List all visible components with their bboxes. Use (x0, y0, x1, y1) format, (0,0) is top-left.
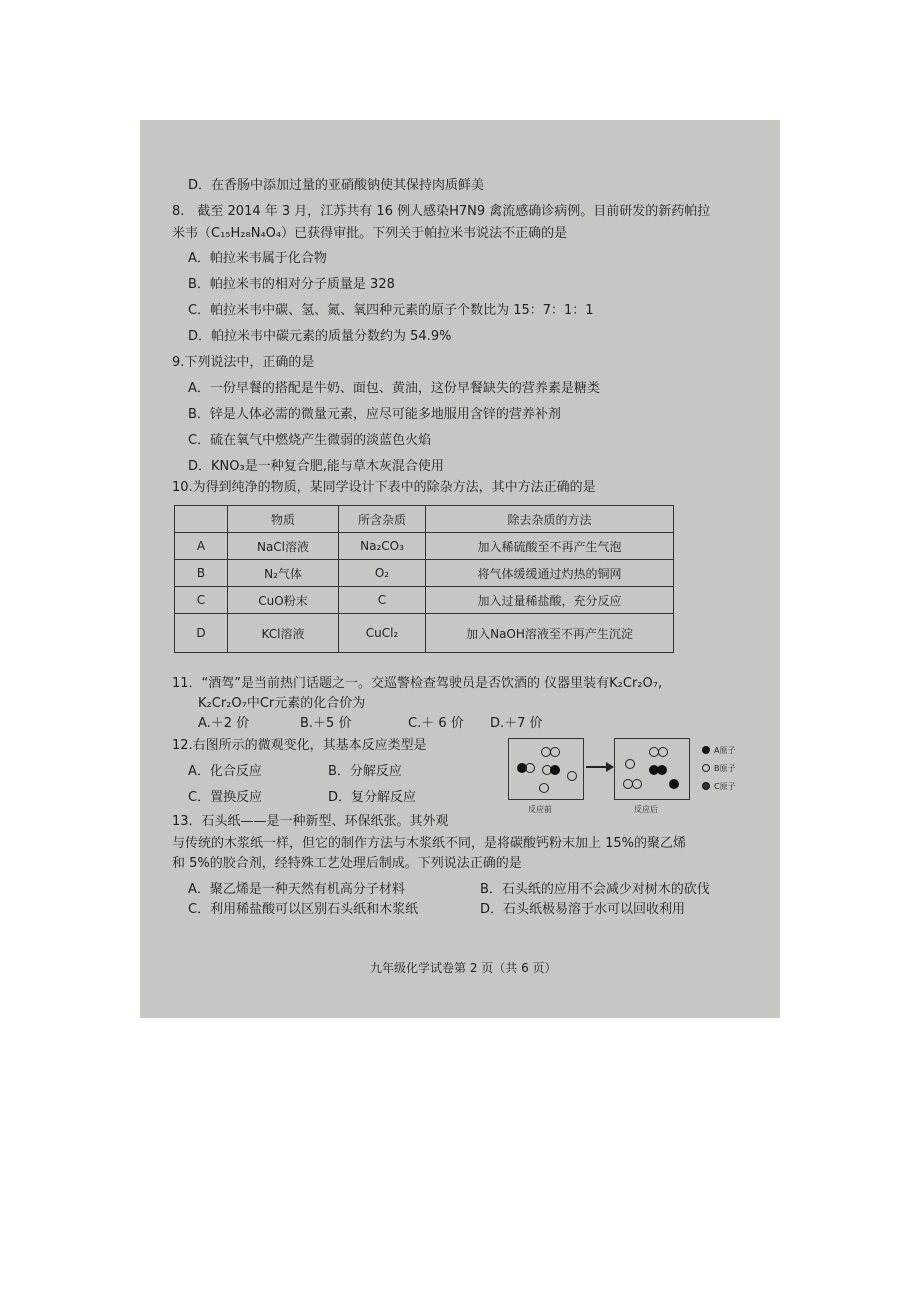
table-cell: A (175, 533, 228, 560)
b-atom (658, 747, 668, 757)
b-atom (550, 747, 560, 757)
before-caption: 反应前 (528, 805, 552, 814)
q13-stem-line1: 13．石头纸——是一种新型、环保纸张。其外观 (172, 814, 449, 829)
table-cell: 加入稀硫酸至不再产生气泡 (426, 533, 674, 560)
q8-option-c: C．帕拉米韦中碳、氢、氮、氧四种元素的原子个数比为 15：7：1：1 (188, 303, 594, 318)
table-header-row (175, 506, 674, 533)
after-box (614, 738, 690, 800)
q9-option-b: B．锌是人体必需的微量元素，应尽可能多地服用含锌的营养补剂 (188, 407, 561, 422)
q9-option-d: D．KNO₃是一种复合肥,能与草木灰混合使用 (188, 459, 444, 474)
table-cell: NaCl溶液 (228, 533, 339, 560)
table-row (175, 560, 674, 587)
legend-b-label: B原子 (714, 764, 736, 773)
q13-option-c: C．利用稀盐酸可以区别石头纸和木浆纸 (188, 902, 419, 917)
q10-table (174, 505, 674, 653)
q12-option-c: C．置换反应 (188, 790, 263, 805)
after-caption: 反应后 (634, 805, 658, 814)
q13-stem-line3: 和 5%的胶合剂，经特殊工艺处理后制成。下列说法正确的是 (172, 856, 522, 871)
q13-option-a: A．聚乙烯是一种天然有机高分子材料 (188, 882, 405, 897)
table-cell: C (175, 587, 228, 614)
legend-c-label: C原子 (714, 782, 736, 791)
legend-c-atom (702, 782, 710, 790)
table-row (175, 533, 674, 560)
table-header-cell: 所含杂质 (339, 506, 426, 533)
table-cell: CuO粉末 (228, 587, 339, 614)
q8-stem-line1: 8. 截至 2014 年 3 月，江苏共有 16 例人感染H7N9 禽流感确诊病例。目前研发的新药帕拉 (172, 204, 711, 219)
a-atom (550, 765, 560, 775)
table-cell: N₂气体 (228, 560, 339, 587)
b-atom (625, 759, 635, 769)
q9-stem: 9.下列说法中，正确的是 (172, 355, 315, 370)
table-cell: CuCl₂ (339, 614, 426, 653)
q8-stem-line2: 米韦（C₁₅H₂₈N₄O₄）已获得审批。下列关于帕拉米韦说法不正确的是 (172, 226, 568, 241)
legend-a-atom (702, 746, 710, 754)
b-atom (539, 783, 549, 793)
b-atom (567, 771, 577, 781)
q12-option-d: D．复分解反应 (328, 790, 417, 805)
legend-a-label: A原子 (714, 746, 736, 755)
q12-option-b: B．分解反应 (328, 764, 402, 779)
table-row (175, 614, 674, 653)
a-atom (657, 765, 667, 775)
table-row (175, 587, 674, 614)
q10-stem: 10.为得到纯净的物质，某同学设计下表中的除杂方法，其中方法正确的是 (172, 480, 596, 495)
q8-option-a: A．帕拉米韦属于化合物 (188, 251, 327, 266)
before-box (508, 738, 584, 800)
table-cell: KCl溶液 (228, 614, 339, 653)
table-cell: 将气体缓缓通过灼热的铜网 (426, 560, 674, 587)
table-cell: B (175, 560, 228, 587)
exam-page-photo (140, 120, 780, 1018)
q13-option-b: B．石头纸的应用不会减少对树木的砍伐 (480, 882, 710, 897)
table-cell: C (339, 587, 426, 614)
table-cell: 加入NaOH溶液至不再产生沉淀 (426, 614, 674, 653)
q9-option-a: A．一份早餐的搭配是牛奶、面包、黄油，这份早餐缺失的营养素是糖类 (188, 381, 600, 396)
table-header-cell: 除去杂质的方法 (426, 506, 674, 533)
page-footer: 九年级化学试卷第 2 页（共 6 页） (370, 961, 557, 975)
a-atom (669, 779, 679, 789)
q11-option-b: B.＋5 价 (300, 716, 352, 731)
table-cell: D (175, 614, 228, 653)
table-cell: Na₂CO₃ (339, 533, 426, 560)
reaction-arrow-head (606, 762, 614, 772)
q8-option-b: B．帕拉米韦的相对分子质量是 328 (188, 277, 395, 292)
b-atom (525, 763, 535, 773)
table-cell: O₂ (339, 560, 426, 587)
q11-option-d: D.＋7 价 (490, 716, 543, 731)
q9-option-c: C．硫在氧气中燃烧产生微弱的淡蓝色火焰 (188, 433, 432, 448)
table-header-cell (175, 506, 228, 533)
q12-option-a: A．化合反应 (188, 764, 262, 779)
table-header-cell: 物质 (228, 506, 339, 533)
q13-stem-line2: 与传统的木浆纸一样，但它的制作方法与木浆纸不同，是将碳酸钙粉末加上 15%的聚乙烯 (172, 836, 687, 851)
reaction-arrow (586, 766, 608, 768)
q11-stem-line1: 11．“酒驾”是当前热门话题之一。交巡警检查驾驶员是否饮酒的 仪器里装有K₂Cr₂O₇, (172, 676, 663, 691)
q7-option-d: D．在香肠中添加过量的亚硝酸钠使其保持肉质鲜美 (188, 178, 485, 193)
q11-stem-line2: K₂Cr₂O₇中Cr元素的化合价为 (198, 696, 366, 711)
table-cell: 加入过量稀盐酸，充分反应 (426, 587, 674, 614)
q11-option-a: A.＋2 价 (198, 716, 250, 731)
q12-stem: 12.右图所示的微观变化，其基本反应类型是 (172, 738, 427, 753)
legend-b-atom (702, 764, 710, 772)
q11-option-c: C.＋ 6 价 (408, 716, 464, 731)
b-atom (632, 779, 642, 789)
q13-option-d: D．石头纸极易溶于水可以回收利用 (480, 902, 686, 917)
q8-option-d: D．帕拉米韦中碳元素的质量分数约为 54.9% (188, 329, 452, 344)
